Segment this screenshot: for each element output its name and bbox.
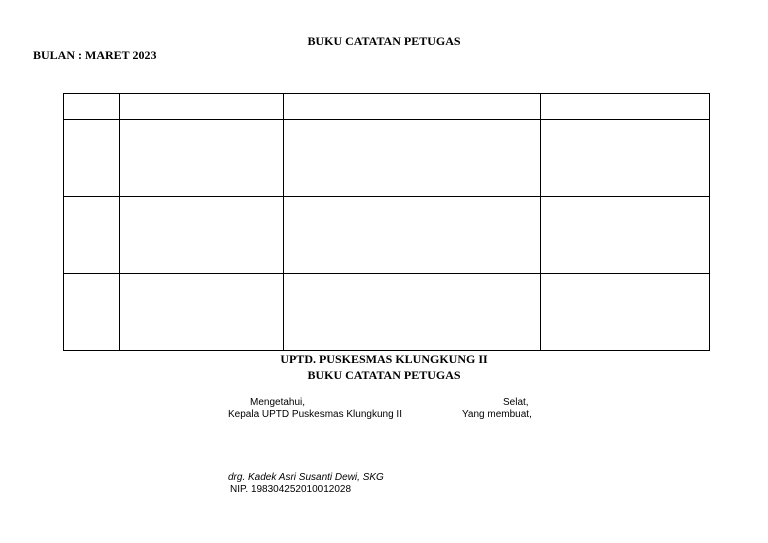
table-row	[64, 120, 710, 197]
table-cell	[541, 120, 710, 197]
table-cell	[541, 274, 710, 351]
footer-organization: UPTD. PUSKESMAS KLUNGKUNG II	[280, 352, 488, 366]
table-header-cell	[541, 94, 710, 120]
document-title: BUKU CATATAN PETUGAS	[307, 34, 461, 48]
month-label: BULAN : MARET 2023	[33, 48, 157, 62]
table-cell	[64, 120, 120, 197]
log-table	[63, 93, 710, 351]
table-cell	[120, 274, 284, 351]
table-cell	[64, 274, 120, 351]
creator-label: Yang membuat,	[462, 409, 532, 420]
footer-title: BUKU CATATAN PETUGAS	[307, 368, 461, 382]
table-header-cell	[284, 94, 541, 120]
table-row	[64, 274, 710, 351]
head-position-label: Kepala UPTD Puskesmas Klungkung II	[228, 409, 402, 420]
signer-name: drg. Kadek Asri Susanti Dewi, SKG	[228, 472, 384, 483]
table-cell	[541, 197, 710, 274]
table-header-cell	[120, 94, 284, 120]
place-label: Selat,	[503, 397, 529, 408]
table-row	[64, 197, 710, 274]
acknowledgement-label: Mengetahui,	[250, 397, 306, 408]
table-cell	[120, 197, 284, 274]
table-header-row	[64, 94, 710, 120]
table-cell	[120, 120, 284, 197]
table-cell	[284, 120, 541, 197]
signer-nip: NIP. 198304252010012028	[230, 484, 352, 495]
table-cell	[64, 197, 120, 274]
table-cell	[284, 274, 541, 351]
table-cell	[284, 197, 541, 274]
table-header-cell	[64, 94, 120, 120]
